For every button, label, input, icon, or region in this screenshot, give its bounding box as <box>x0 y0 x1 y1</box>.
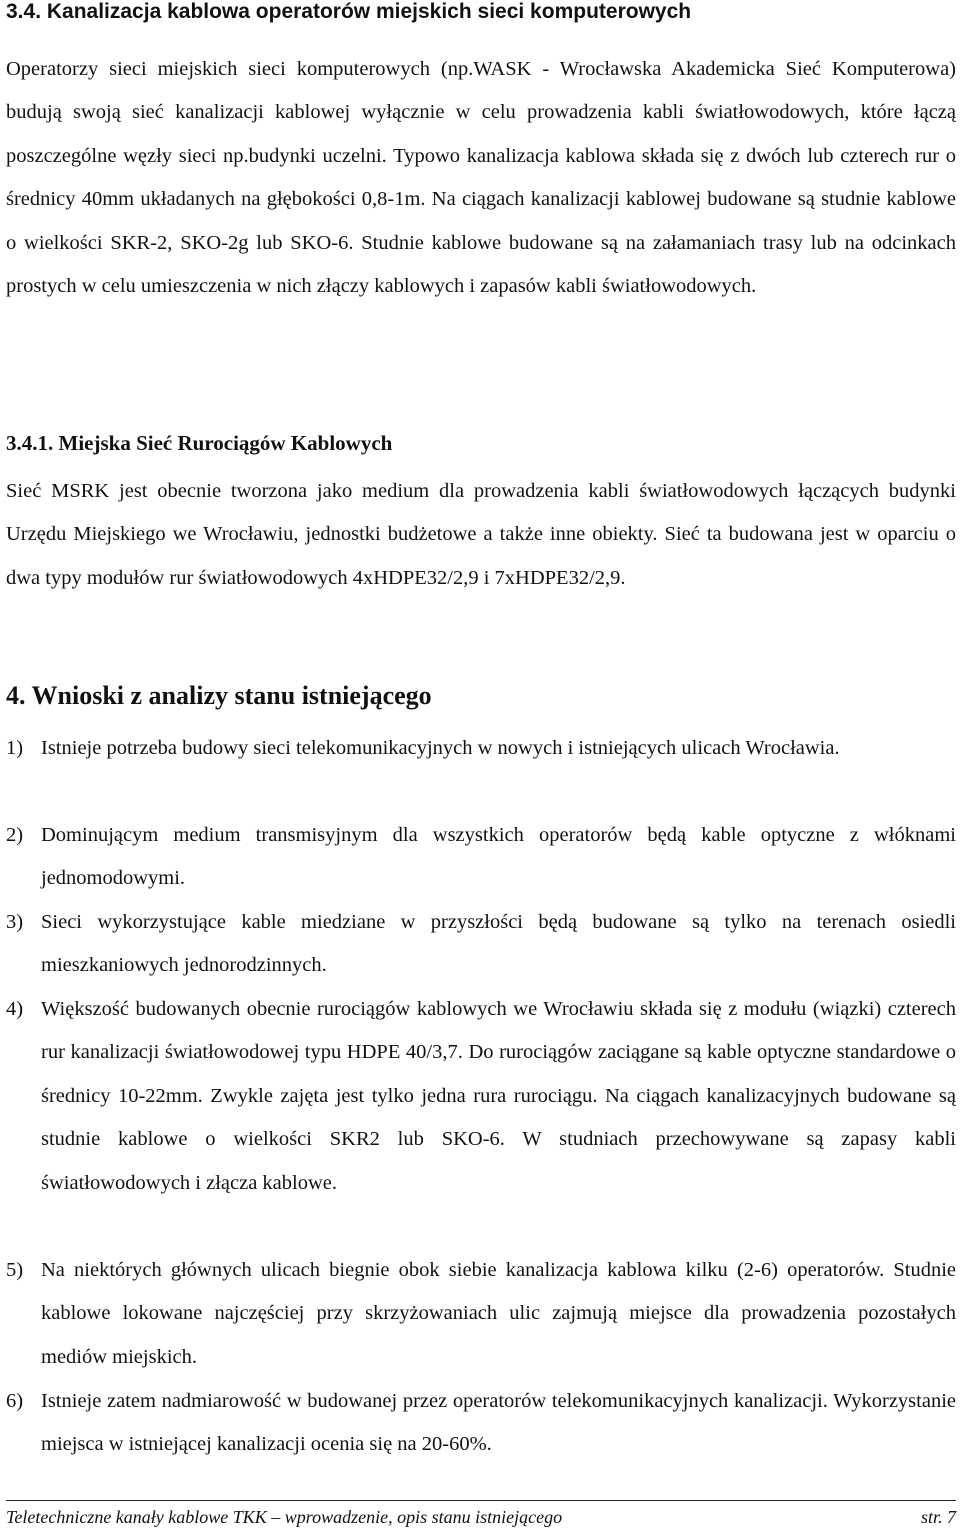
list-item-text: Większość budowanych obecnie rurociągów kablowych we Wrocławiu składa się z modułu (wiązki) czterech rur kanalizacji światłowodowej typu HDPE 40/3,7. Do rurociągów zaciągane są kable optyczne standardowe o średnicy 10-22mm. Zwykle zajęta jest tylko jedna rura rurociągu. Na ciągach kanalizacyjnych budowane są studnie kablowe o wielkości SKR2 lub SKO-6. W studniach przechowywane są zapasy kabli światłowodowych i złącza kablowe. <box>41 998 956 1194</box>
page-number: str. 7 <box>920 1507 956 1527</box>
list-item-number: 5) <box>6 1259 24 1281</box>
list-item-text: Istnieje potrzeba budowy sieci telekomunikacyjnych w nowych i istniejących ulicach Wrocławia. <box>41 737 840 759</box>
list-item <box>6 988 956 1205</box>
list-item-number: 2) <box>6 824 24 846</box>
list-item-number: 6) <box>6 1390 24 1412</box>
list-item <box>6 1249 956 1379</box>
list-item <box>6 814 956 901</box>
list-item-text: Sieci wykorzystujące kable miedziane w przyszłości będą budowane są tylko na terenach osiedli mieszkaniowych jednorodzinnych. <box>41 911 956 977</box>
document-page <box>6 0 956 1529</box>
subsection-paragraph: Sieć MSRK jest obecnie tworzona jako medium dla prowadzenia kabli światłowodowych łączących budynki Urzędu Miejskiego we Wrocławiu, jednostki budżetowe a także inne obiekty. Sieć ta budowana jest w oparciu o dwa typy modułów rur światłowodowych 4xHDPE32/2,9 i 7xHDPE32/2,9. <box>6 480 956 589</box>
list-item-text: Istnieje zatem nadmiarowość w budowanej przez operatorów telekomunikacyjnych kanalizacji. Wykorzystanie miejsca w istniejącej kanalizacji ocenia się na 20-60%. <box>41 1390 956 1456</box>
list-item-text: Dominującym medium transmisyjnym dla wszystkich operatorów będą kable optyczne z włóknami jednomodowymi. <box>41 824 956 890</box>
list-item-number: 3) <box>6 911 24 933</box>
list-item-text: Na niektórych głównych ulicach biegnie obok siebie kanalizacja kablowa kilku (2-6) operatorów. Studnie kablowe lokowane najczęściej przy skrzyżowaniach ulic zajmują miejsce dla prowadzenia pozostałych mediów miejskich. <box>41 1259 956 1368</box>
list-item-number: 1) <box>6 737 24 759</box>
list-item-number: 4) <box>6 998 24 1020</box>
section4-heading: 4. Wnioski z analizy stanu istniejącego <box>6 681 432 710</box>
list-item <box>6 727 956 770</box>
footer-title: Teletechniczne kanały kablowe TKK – wprowadzenie, opis stanu istniejącego <box>6 1507 563 1527</box>
subsection-heading: 3.4.1. Miejska Sieć Rurociągów Kablowych <box>6 431 393 455</box>
section-heading: 3.4. Kanalizacja kablowa operatorów miejskich sieci komputerowych <box>6 0 692 23</box>
list-item <box>6 1380 956 1467</box>
page-footer <box>6 1506 956 1528</box>
footer-divider <box>6 1500 956 1501</box>
section-paragraph: Operatorzy sieci miejskich sieci komputerowych (np.WASK - Wrocławska Akademicka Sieć Komputerowa) budują swoją sieć kanalizacji kablowej wyłącznie w celu prowadzenia kabli światłowodowych, które łączą poszczególne węzły sieci np.budynki uczelni. Typowo kanalizacja kablowa składa się z dwóch lub czterech rur o średnicy 40mm układanych na głębokości 0,8-1m. Na ciągach kanalizacji kablowej budowane są studnie kablowe o wielkości SKR-2, SKO-2g lub SKO-6. Studnie kablowe budowane są na załamaniach trasy lub na odcinkach prostych w celu umieszczenia w nich złączy kablowych i zapasów kabli światłowodowych. <box>6 58 956 298</box>
list-item <box>6 901 956 988</box>
